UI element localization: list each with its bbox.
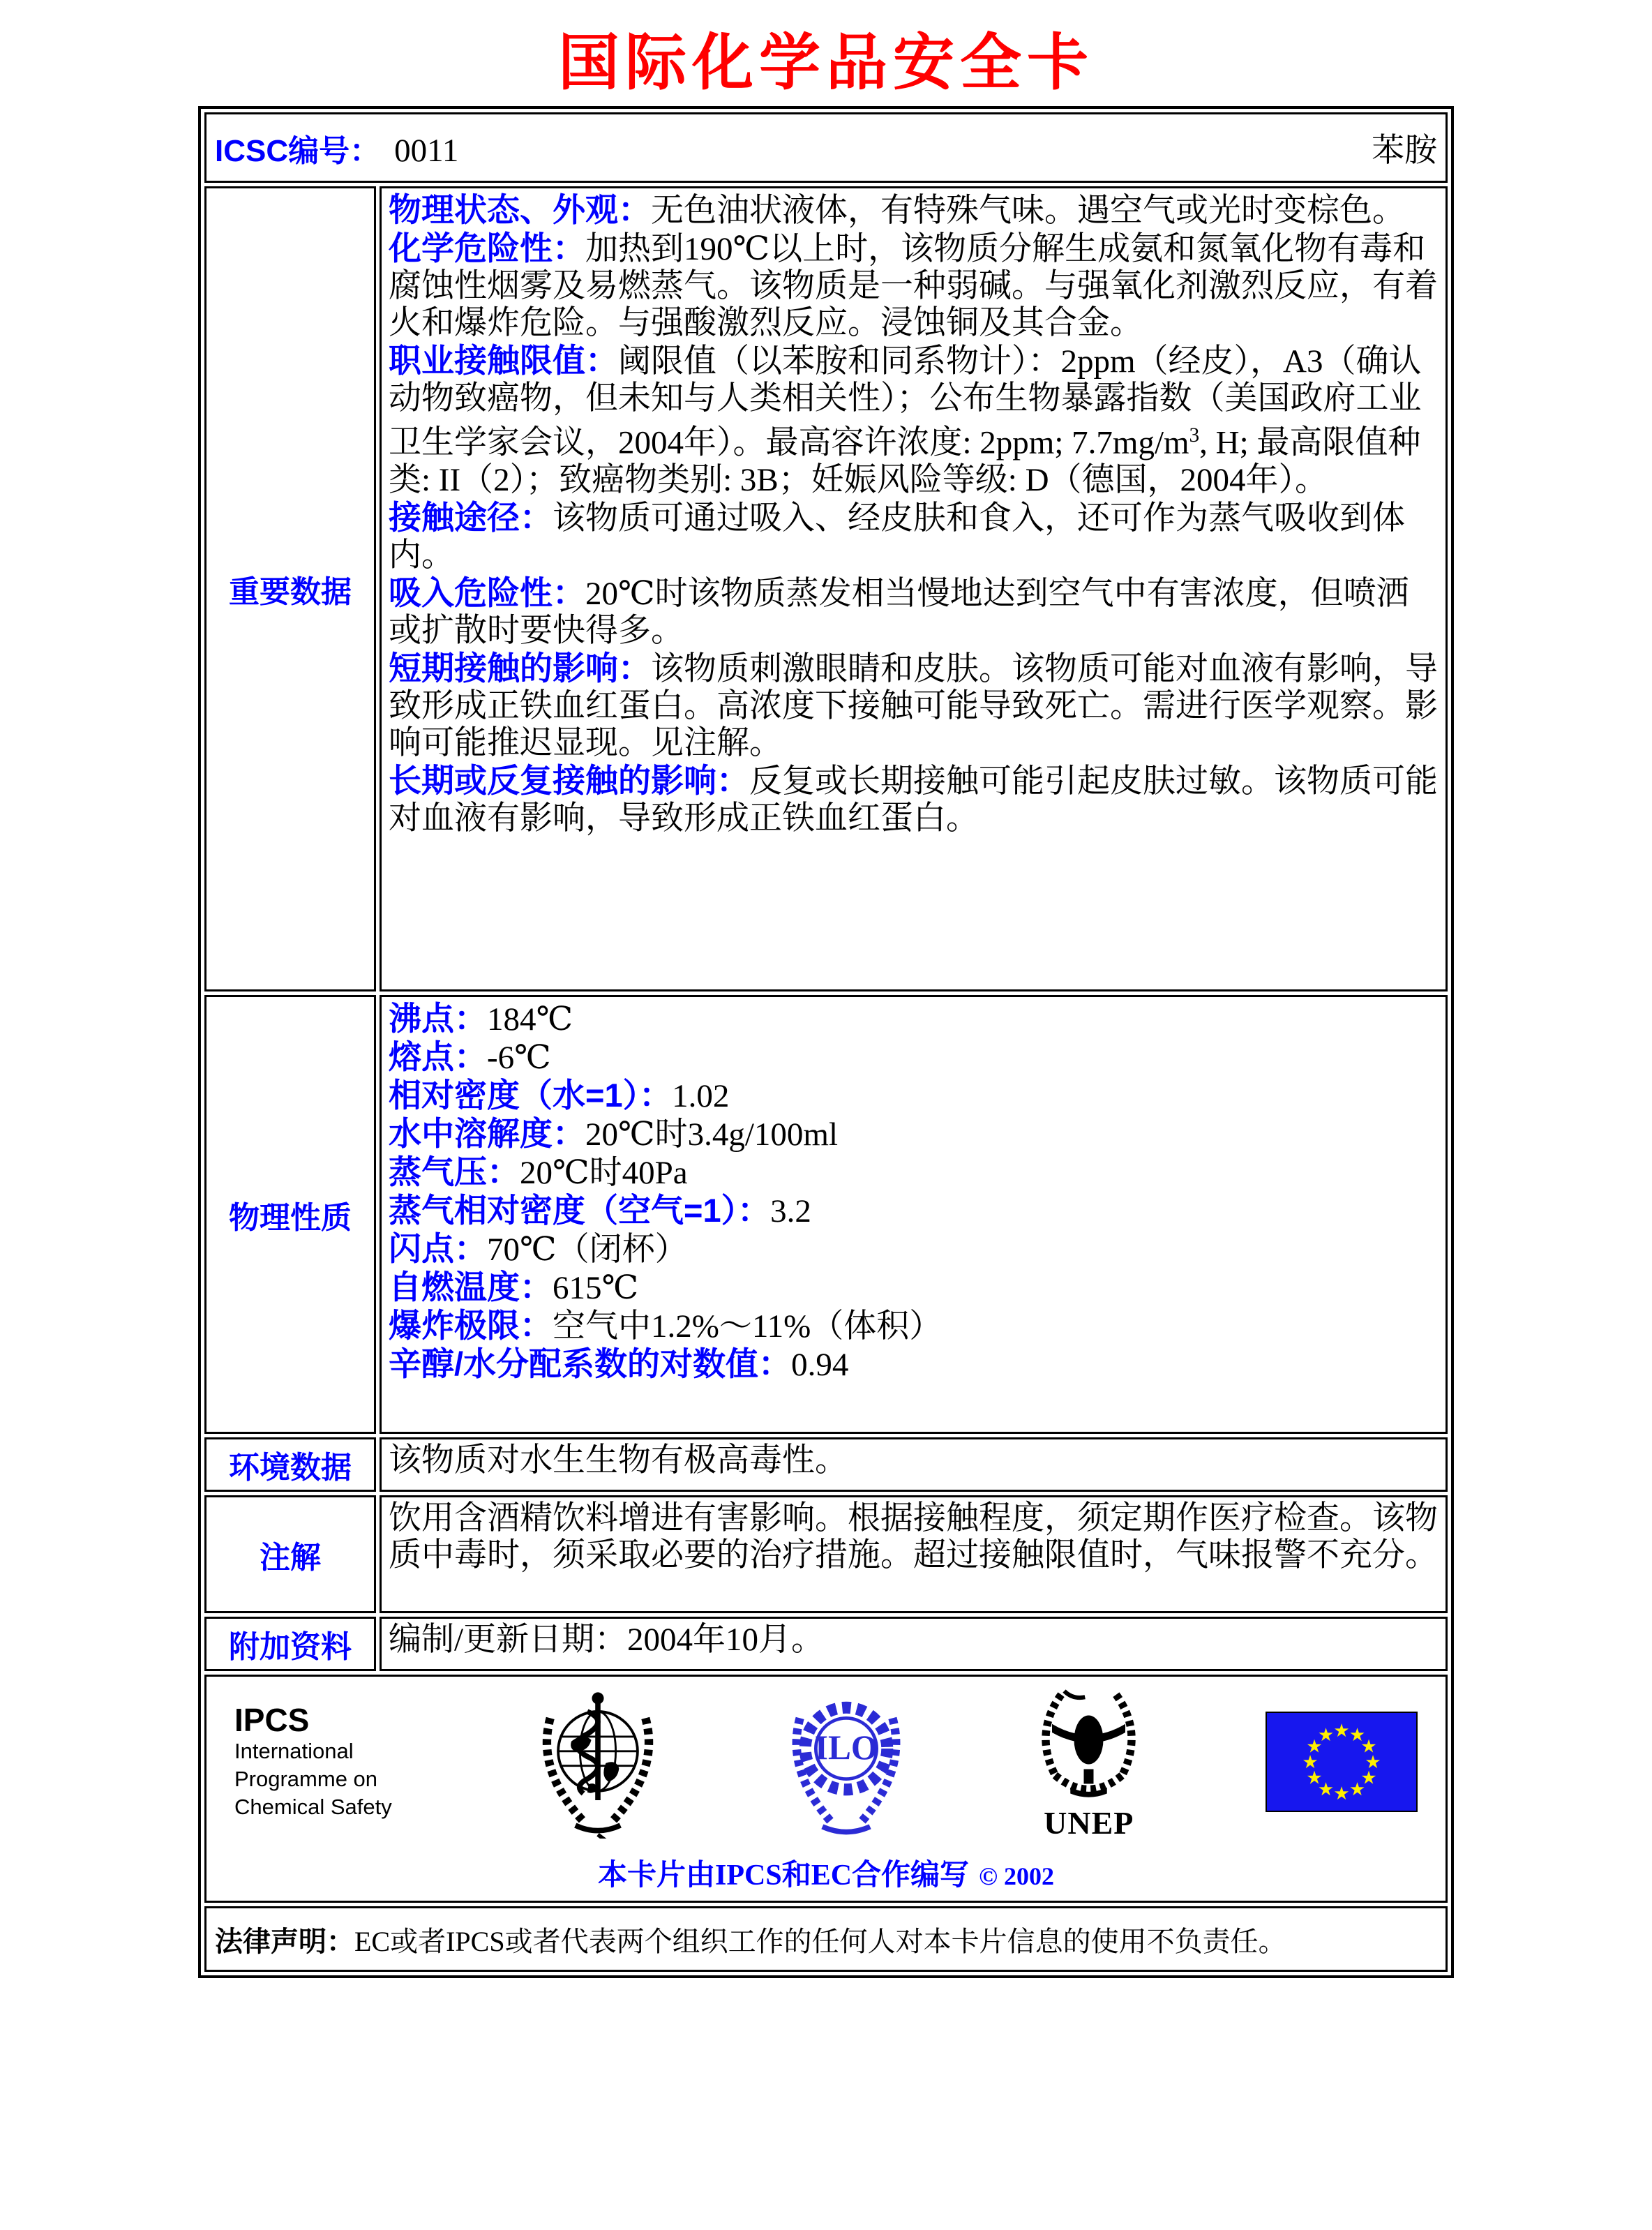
svg-text:★: ★ [1349, 1779, 1366, 1800]
field-text: 20℃时40Pa [520, 1155, 688, 1192]
ipcs-text-block [234, 1703, 416, 1822]
field-text: 空气中1.2%～11%（体积） [553, 1308, 943, 1345]
legal-text: EC或者IPCS或者代表两个组织工作的任何人对本卡片信息的使用不负责任。 [354, 1925, 1286, 1957]
unep-logo-icon [1028, 1684, 1150, 1839]
field-label: 自燃温度： [389, 1269, 553, 1306]
icsc-number-label: ICSC编号： [215, 133, 381, 168]
legal-label: 法律声明： [215, 1926, 354, 1957]
important-data-content [380, 186, 1448, 991]
unep-letters: UNEP [1044, 1805, 1134, 1841]
physical-property-item [389, 1077, 1439, 1115]
physical-property-item [389, 1230, 1439, 1269]
physical-property-item [389, 1269, 1439, 1307]
additional-info-row [204, 1617, 1448, 1671]
credit-year: © 2002 [979, 1862, 1054, 1891]
field-label: 物理状态、外观： [389, 191, 651, 229]
physical-property-item [389, 1307, 1439, 1345]
svg-text:★: ★ [1302, 1751, 1319, 1773]
ipcs-subtitle-line: Chemical Safety [234, 1795, 392, 1820]
field-text: 反复或长期接触可能引起皮肤过敏。该物质可能对血液有影响，导致形成正铁血红蛋白。 [389, 763, 1438, 837]
ipcs-subtitle-line: Programme on [234, 1767, 378, 1792]
field-label: 化学危险性： [389, 230, 585, 267]
field-label: 辛醇/水分配系数的对数值： [389, 1345, 792, 1383]
icsc-number-value: 0011 [394, 132, 459, 169]
who-logo-icon [532, 1685, 664, 1839]
icsc-card-table [198, 106, 1454, 1978]
field-label: 沸点： [389, 1000, 487, 1038]
chemical-name: 苯胺 [1372, 133, 1437, 170]
field-label: 接触途径： [389, 499, 553, 537]
svg-text:★: ★ [1360, 1767, 1377, 1789]
svg-text:★: ★ [1349, 1724, 1366, 1746]
svg-text:★: ★ [1360, 1736, 1377, 1758]
svg-text:★: ★ [1333, 1783, 1350, 1804]
field-text: , H; 最高限值种类: II（2）；致癌物类别: 3B；妊娠风险等级: D（德国，2004年）。 [389, 425, 1421, 499]
notes-row [204, 1495, 1448, 1613]
field-text: 615℃ [553, 1270, 639, 1307]
ilo-logo-icon [780, 1685, 913, 1839]
important-data-item [389, 650, 1439, 762]
important-data-item [389, 499, 1439, 574]
field-text: 1.02 [672, 1078, 730, 1115]
svg-text:★: ★ [1306, 1736, 1323, 1758]
important-data-item [389, 191, 1439, 230]
important-data-item [389, 342, 1439, 499]
svg-text:★: ★ [1365, 1751, 1381, 1773]
physical-property-item [389, 1192, 1439, 1230]
header-row [204, 112, 1448, 183]
legal-cell [204, 1906, 1448, 1972]
field-label: 吸入危险性： [389, 574, 585, 612]
svg-text:★: ★ [1317, 1724, 1335, 1746]
field-text: 0.94 [791, 1347, 849, 1384]
physical-property-item [389, 1000, 1439, 1038]
field-text: 70℃（闭杯） [487, 1232, 688, 1269]
important-data-row [204, 186, 1448, 991]
field-text: 184℃ [487, 1001, 573, 1038]
logos-row [204, 1675, 1448, 1903]
important-data-item [389, 230, 1439, 342]
ilo-letters: ILO [814, 1728, 878, 1767]
field-text: 该物质可通过吸入、经皮肤和食入，还可作为蒸气吸收到体内。 [389, 500, 1405, 574]
page-title: 国际化学品安全卡 [557, 30, 1094, 98]
field-label: 职业接触限值： [389, 342, 618, 380]
physical-property-item [389, 1153, 1439, 1192]
legal-row [204, 1906, 1448, 1972]
notes-content: 饮用含酒精饮料增进有害影响。根据接触程度，须定期作医疗检查。该物质中毒时，须采取必要的治疗措施。超过接触限值时，气味报警不充分。 [380, 1495, 1448, 1613]
notes-row-label: 注解 [204, 1495, 376, 1613]
physical-properties-row [204, 995, 1448, 1434]
important-data-item [389, 762, 1439, 837]
ipcs-title: IPCS [234, 1701, 310, 1738]
field-label: 闪点： [389, 1230, 487, 1268]
eu-flag-icon [1266, 1712, 1418, 1812]
field-text: 加热到190℃以上时，该物质分解生成氨和氮氧化物有毒和腐蚀性烟雾及易燃蒸气。该物质是一种弱碱。与强氧化剂激烈反应，有着火和爆炸危险。与强酸激烈反应。浸蚀铜及其合金。 [389, 231, 1438, 342]
credit-text: 本卡片由IPCS和EC合作编写 [598, 1859, 970, 1892]
physical-property-item [389, 1038, 1439, 1077]
field-text: -6℃ [487, 1040, 551, 1077]
physical-properties-row-label: 物理性质 [204, 995, 376, 1434]
field-label: 水中溶解度： [389, 1115, 585, 1153]
superscript-3: 3 [1189, 424, 1200, 447]
environmental-data-row [204, 1437, 1448, 1492]
physical-property-item [389, 1345, 1439, 1384]
field-text: 阈限值（以苯胺和同系物计）：2ppm（经皮），A3（确认动物致癌物，但未知与人类相关性）；公布生物暴露指数（美国政府工业卫生学家会议，2004年）。最高容许浓度: 2ppm; 7.7mg/m [389, 343, 1422, 462]
field-label: 爆炸极限： [389, 1307, 553, 1345]
icsc-number-group [215, 126, 458, 170]
field-label: 相对密度（水=1）： [389, 1077, 673, 1114]
svg-text:★: ★ [1317, 1779, 1335, 1800]
field-text: 20℃时3.4g/100ml [585, 1116, 839, 1153]
important-data-row-label: 重要数据 [204, 186, 376, 991]
field-text: 无色油状液体，有特殊气味。遇空气或光时变棕色。 [651, 193, 1405, 230]
field-text: 20℃时该物质蒸发相当慢地达到空气中有害浓度，但喷洒或扩散时要快得多。 [389, 576, 1409, 650]
additional-info-row-label: 附加资料 [204, 1617, 376, 1671]
svg-text:★: ★ [1306, 1767, 1323, 1789]
field-text: 3.2 [770, 1193, 811, 1230]
physical-properties-content [380, 995, 1448, 1434]
credit-line [219, 1852, 1433, 1894]
field-label: 蒸气相对密度（空气=1）： [389, 1192, 771, 1229]
field-label: 熔点： [389, 1038, 487, 1076]
svg-text:★: ★ [1333, 1720, 1350, 1742]
field-text: 该物质刺激眼睛和皮肤。该物质可能对血液有影响，导致形成正铁血红蛋白。高浓度下接触可能导致死亡。需进行医学观察。影响可能推迟显现。见注解。 [389, 651, 1438, 762]
header-cell [204, 112, 1448, 183]
ipcs-subtitle-line: International [234, 1739, 354, 1764]
field-label: 长期或反复接触的影响： [389, 762, 749, 800]
field-label: 短期接触的影响： [389, 650, 651, 687]
additional-info-content: 编制/更新日期：2004年10月。 [380, 1617, 1448, 1671]
physical-property-item [389, 1115, 1439, 1153]
environmental-data-content: 该物质对水生生物有极高毒性。 [380, 1437, 1448, 1492]
logos-cell [204, 1675, 1448, 1903]
important-data-item [389, 574, 1439, 650]
environmental-data-row-label: 环境数据 [204, 1437, 376, 1492]
field-label: 蒸气压： [389, 1153, 520, 1191]
